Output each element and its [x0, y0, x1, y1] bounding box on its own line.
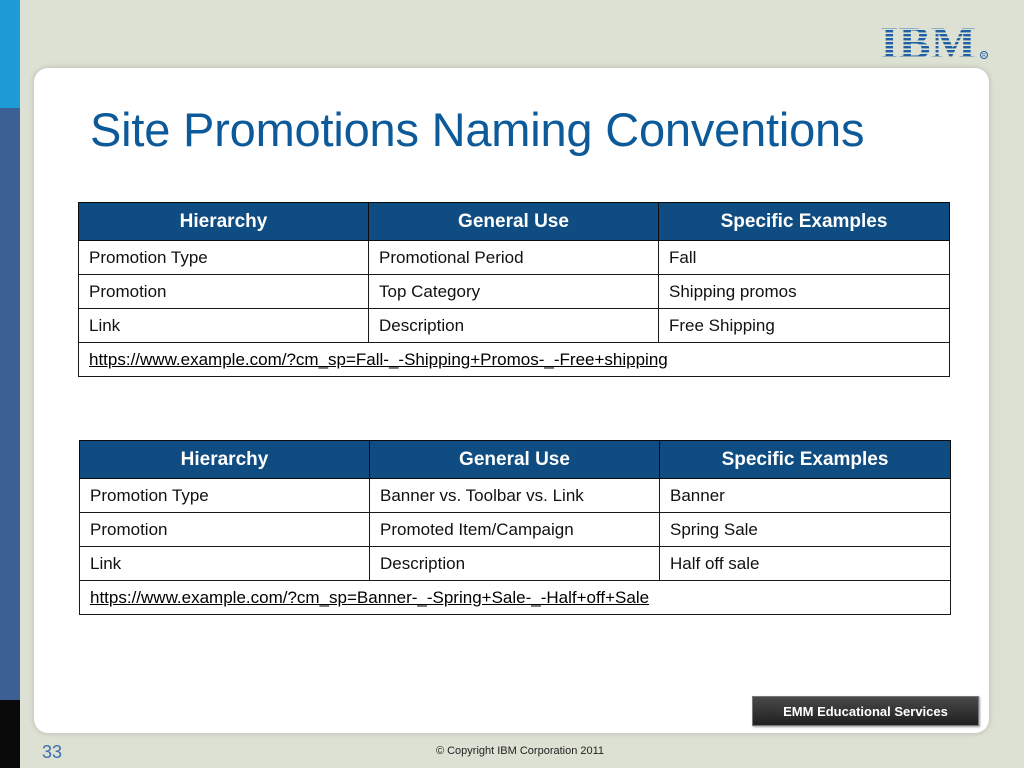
table-row [80, 513, 951, 547]
table-cell: Description [370, 547, 660, 581]
header-hierarchy: Hierarchy [79, 203, 369, 241]
emm-educational-services-badge: EMM Educational Services [752, 696, 979, 726]
naming-table-fall [78, 202, 950, 377]
table-cell: Banner vs. Toolbar vs. Link [370, 479, 660, 513]
table-row [80, 479, 951, 513]
strip-bottom-segment [0, 700, 20, 768]
table-cell: Half off sale [660, 547, 951, 581]
ibm-logo-text: IBM [880, 22, 976, 64]
strip-top-segment [0, 0, 20, 108]
table-header-row [80, 441, 951, 479]
table-cell: Link [80, 547, 370, 581]
table-cell: Top Category [369, 275, 659, 309]
table-row [79, 241, 950, 275]
table-cell: Description [369, 309, 659, 343]
header-general-use: General Use [370, 441, 660, 479]
example-url-link[interactable]: https://www.example.com/?cm_sp=Fall-_-Shipping+Promos-_-Free+shipping [89, 349, 668, 369]
table-row [80, 547, 951, 581]
table-header-row [79, 203, 950, 241]
header-specific-examples: Specific Examples [659, 203, 950, 241]
header-general-use: General Use [369, 203, 659, 241]
table-cell: Shipping promos [659, 275, 950, 309]
table-row [79, 275, 950, 309]
url-cell [79, 343, 950, 377]
ibm-logo [880, 22, 990, 64]
slide-title: Site Promotions Naming Conventions [90, 103, 865, 156]
url-cell [80, 581, 951, 615]
left-accent-strip [0, 0, 20, 768]
table-cell: Spring Sale [660, 513, 951, 547]
table-cell: Banner [660, 479, 951, 513]
example-url-link[interactable]: https://www.example.com/?cm_sp=Banner-_-Spring+Sale-_-Half+off+Sale [90, 587, 650, 607]
table-cell: Promotion [80, 513, 370, 547]
strip-middle-segment [0, 108, 20, 700]
table-cell: Promotion Type [79, 241, 369, 275]
url-row [79, 343, 950, 377]
table-row [79, 309, 950, 343]
header-specific-examples: Specific Examples [660, 441, 951, 479]
table-cell: Promotion [79, 275, 369, 309]
content-panel [34, 68, 989, 733]
table-cell: Free Shipping [659, 309, 950, 343]
svg-text:R: R [982, 53, 986, 59]
copyright-notice: © Copyright IBM Corporation 2011 [435, 745, 605, 757]
header-hierarchy: Hierarchy [80, 441, 370, 479]
url-row [80, 581, 951, 615]
table-cell: Promotion Type [80, 479, 370, 513]
table-cell: Promoted Item/Campaign [370, 513, 660, 547]
naming-table-spring [79, 440, 951, 615]
table-cell: Link [79, 309, 369, 343]
page-number: 33 [42, 742, 63, 762]
table-cell: Promotional Period [369, 241, 659, 275]
table-cell: Fall [659, 241, 950, 275]
